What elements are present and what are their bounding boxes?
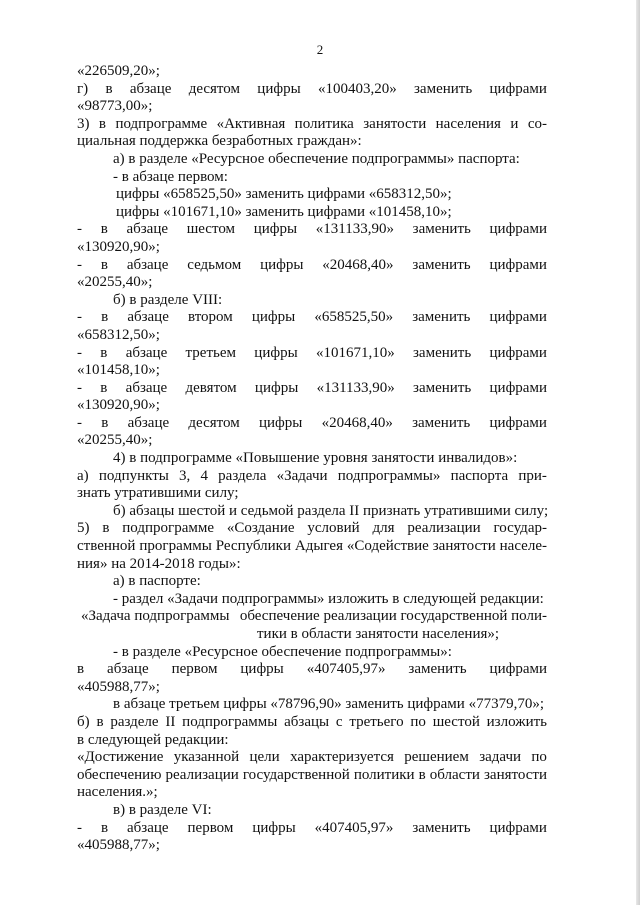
- word: «Задачи: [276, 467, 328, 484]
- text-line: в следующей редакции:: [77, 731, 229, 748]
- word: цифры: [253, 221, 298, 238]
- word: по: [410, 713, 426, 730]
- word: абзаце: [126, 221, 169, 238]
- text-line: цифры «658525,50» заменить цифрами «658312,50»;: [116, 186, 452, 203]
- word: занятости: [432, 538, 496, 555]
- task-label: «Задача подпрограммы: [81, 608, 230, 625]
- word: заменить: [412, 819, 471, 836]
- word: в: [77, 661, 85, 678]
- text-line: [77, 81, 547, 99]
- word: II: [165, 713, 176, 730]
- word: населе-: [499, 538, 547, 555]
- word: -: [77, 414, 82, 431]
- text-line: «226509,20»;: [77, 63, 160, 79]
- word: реализации: [165, 766, 239, 783]
- word: политика: [294, 115, 354, 132]
- word: Республики: [215, 538, 291, 555]
- word: цифрами: [489, 80, 547, 97]
- word: «131133,90»: [315, 221, 394, 238]
- word: заменить: [412, 414, 471, 431]
- text-line: в) в разделе VI:: [113, 801, 212, 818]
- word: решением: [404, 749, 469, 766]
- text-line: б) в разделе VIII:: [113, 291, 223, 308]
- text-line: «98773,00»;: [77, 98, 153, 115]
- word: «658525,50»: [314, 309, 394, 326]
- word: цифры: [257, 80, 301, 97]
- text-line: [77, 520, 547, 538]
- word: государ-: [493, 520, 547, 537]
- word: в: [100, 819, 109, 836]
- word: 3): [77, 115, 90, 132]
- text-line: тики в области занятости населения»;: [257, 626, 500, 642]
- word: реализации: [407, 520, 481, 537]
- word: -: [77, 379, 82, 396]
- word: раздела: [218, 467, 267, 484]
- word: области: [429, 766, 480, 783]
- text-line: а) в паспорте:: [113, 573, 201, 590]
- word: в: [98, 115, 107, 132]
- word: абзаце: [126, 256, 169, 273]
- text-line: - раздел «Задачи подпрограммы» изложить в следующей редакции:: [113, 590, 544, 607]
- text-line: [77, 714, 547, 732]
- word: 3,: [179, 467, 191, 484]
- text-line: [77, 221, 547, 239]
- word: б): [77, 713, 90, 730]
- word: -: [77, 309, 82, 326]
- word: 5): [77, 520, 90, 537]
- text-line: [77, 309, 547, 327]
- text-line: [77, 749, 547, 767]
- word: условий: [307, 520, 360, 537]
- word: «20468,40»: [322, 256, 394, 273]
- word: -: [77, 256, 82, 273]
- word: цифрами: [489, 221, 547, 238]
- text-line: «20255,40»;: [77, 274, 153, 291]
- text-line: «20255,40»;: [77, 432, 153, 449]
- page-number: 2: [316, 42, 324, 57]
- word: 4: [200, 467, 208, 484]
- word: цифры: [240, 661, 284, 678]
- word: -: [77, 221, 82, 238]
- word: заменить: [413, 344, 472, 361]
- word: обеспечению: [77, 766, 162, 783]
- word: паспорта: [450, 467, 509, 484]
- word: разделе: [110, 713, 159, 730]
- text-line: - в разделе «Ресурсное обеспечение подпрограммы»:: [113, 643, 452, 660]
- word: «101671,10»: [315, 344, 395, 361]
- word: подпрограммы»: [337, 467, 441, 484]
- word: цифрами: [489, 256, 547, 273]
- word: в: [100, 344, 108, 361]
- text-line: [77, 661, 547, 679]
- word: цифры: [251, 309, 296, 326]
- word: в: [102, 520, 110, 537]
- word: заменить: [412, 309, 471, 326]
- word: «100403,20»: [317, 80, 397, 97]
- text-line: знать утратившими силу;: [77, 485, 239, 502]
- scan-edge: [636, 0, 640, 905]
- text-line: «405988,77»;: [77, 678, 160, 695]
- word: подпрограмме: [122, 520, 214, 537]
- word: в: [105, 80, 113, 97]
- word: цифрами: [489, 661, 547, 678]
- text-line: а) в разделе «Ресурсное обеспечение подпрограммы» паспорта:: [113, 150, 520, 167]
- text-line: в абзаце третьем цифры «78796,90» заменить цифрами «77379,70»;: [113, 696, 544, 713]
- word: политики: [353, 766, 415, 783]
- word: цифрами: [489, 819, 547, 836]
- text-line: [77, 767, 547, 785]
- word: заменить: [413, 379, 472, 396]
- word: цифры: [254, 379, 299, 396]
- word: в: [418, 766, 426, 783]
- word: цифрами: [489, 344, 547, 361]
- word: цифры: [258, 414, 303, 431]
- text-line: [77, 608, 547, 626]
- word: «Достижение: [77, 749, 164, 766]
- text-line: 4) в подпрограмме «Повышение уровня занятости инвалидов»:: [113, 450, 518, 467]
- word: «131133,90»: [316, 379, 395, 396]
- word: со-: [527, 115, 547, 132]
- word: задачи: [479, 749, 522, 766]
- word: заменить: [412, 221, 471, 238]
- text-line: «130920,90»;: [77, 397, 160, 414]
- word: «407405,97»: [314, 819, 394, 836]
- word: государственной: [242, 766, 350, 783]
- word: абзаце: [127, 819, 169, 836]
- word: -: [77, 344, 82, 361]
- text-line: [77, 538, 547, 556]
- word: «Активная: [216, 115, 286, 132]
- text-line: - в абзаце первом:: [113, 168, 228, 185]
- word: подпрограммы: [182, 713, 278, 730]
- word: занятости: [484, 766, 547, 783]
- text-line: цифры «101671,10» заменить цифрами «101458,10»;: [116, 203, 452, 220]
- word: занятости: [363, 115, 427, 132]
- text-line: [77, 820, 547, 838]
- word: десятом: [188, 414, 240, 431]
- word: подпрограмме: [115, 115, 208, 132]
- text-line: [77, 415, 547, 433]
- word: заменить: [414, 80, 473, 97]
- word: в: [96, 713, 104, 730]
- text-line: ния» на 2014-2018 годы»:: [77, 555, 241, 572]
- word: абзаце: [125, 379, 168, 396]
- text-line: б) абзацы шестой и седьмой раздела II признать утратившими силу;: [113, 502, 549, 519]
- word: цифрами: [489, 379, 547, 396]
- word: изложить: [486, 713, 547, 730]
- word: девятом: [185, 379, 237, 396]
- word: абзаце: [107, 661, 149, 678]
- text-line: «405988,77»;: [77, 837, 160, 854]
- word: третьем: [185, 344, 236, 361]
- word: абзаце: [127, 414, 170, 431]
- word: Адыгея: [294, 538, 343, 555]
- word: ственной: [77, 538, 136, 555]
- word: в: [101, 309, 109, 326]
- text-line: населения.»;: [77, 784, 158, 801]
- word: с: [335, 713, 343, 730]
- text-line: циальная поддержка безработных граждан»:: [77, 133, 362, 150]
- word: а): [77, 467, 89, 484]
- word: «20468,40»: [321, 414, 393, 431]
- text-line: [77, 116, 547, 134]
- word: втором: [187, 309, 233, 326]
- word: по: [531, 749, 547, 766]
- text-line: [77, 257, 547, 275]
- word: программы: [139, 538, 212, 555]
- task-value: обеспечение реализации государственной поли-: [239, 608, 547, 625]
- word: при-: [518, 467, 547, 484]
- word: цифрами: [489, 309, 547, 326]
- word: г): [77, 80, 89, 97]
- word: -: [77, 819, 82, 836]
- text-line: «101458,10»;: [77, 362, 160, 379]
- word: в: [101, 414, 109, 431]
- text-line: [77, 380, 547, 398]
- text-line: [77, 345, 547, 363]
- word: «407405,97»: [306, 661, 386, 678]
- word: в: [100, 379, 108, 396]
- word: указанной: [173, 749, 240, 766]
- word: цифры: [252, 819, 296, 836]
- word: третьего: [349, 713, 404, 730]
- word: заменить: [412, 256, 471, 273]
- text-line: «130920,90»;: [77, 238, 160, 255]
- word: десятом: [188, 80, 240, 97]
- word: цифрами: [489, 414, 547, 431]
- word: в: [100, 256, 108, 273]
- word: в: [100, 221, 108, 238]
- word: и: [510, 115, 519, 132]
- word: абзаце: [125, 344, 168, 361]
- word: первом: [171, 661, 218, 678]
- word: шестом: [186, 221, 236, 238]
- word: населения: [435, 115, 501, 132]
- word: заменить: [408, 661, 467, 678]
- word: «Содействие: [346, 538, 429, 555]
- word: для: [372, 520, 395, 537]
- text-line: [77, 468, 547, 486]
- document-body: [77, 63, 547, 855]
- word: абзаце: [127, 309, 169, 326]
- text-line: «658312,50»;: [77, 326, 160, 343]
- word: абзацы: [284, 713, 330, 730]
- word: цифры: [260, 256, 304, 273]
- word: шестой: [432, 713, 480, 730]
- word: седьмом: [187, 256, 242, 273]
- word: характеризуется: [290, 749, 394, 766]
- word: подпункты: [98, 467, 169, 484]
- word: цифры: [254, 344, 298, 361]
- word: абзаце: [129, 80, 172, 97]
- word: «Создание: [226, 520, 295, 537]
- word: первом: [187, 819, 234, 836]
- word: цели: [249, 749, 280, 766]
